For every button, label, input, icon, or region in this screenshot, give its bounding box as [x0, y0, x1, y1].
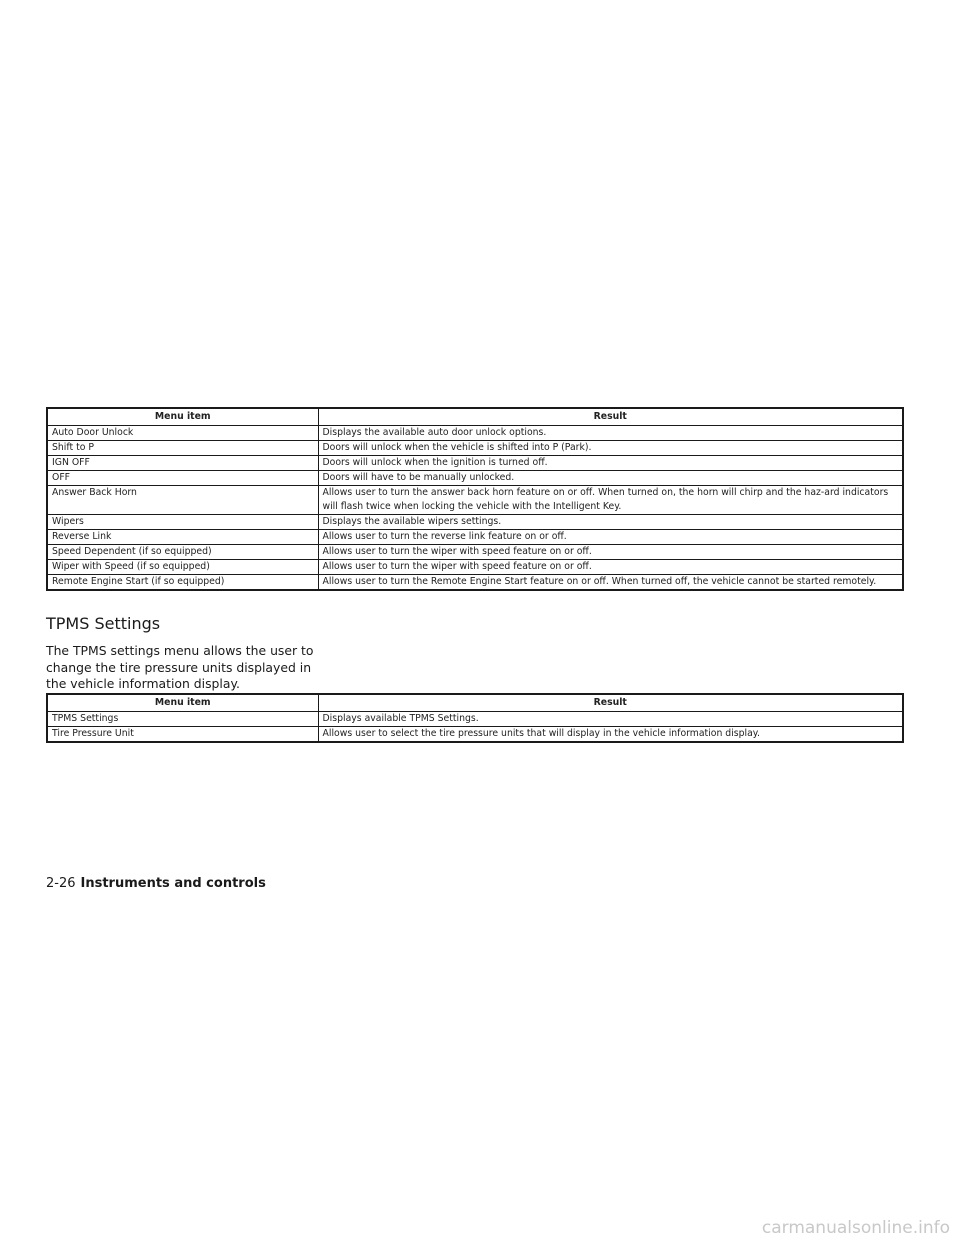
table-header-row	[47, 408, 903, 426]
result-cell: Allows user to turn the wiper with speed feature on or off.	[318, 545, 903, 560]
header-result: Result	[318, 694, 903, 712]
table-header-row	[47, 694, 903, 712]
result-cell: Doors will have to be manually unlocked.	[318, 471, 903, 486]
settings-table	[46, 407, 904, 591]
page-number: 2-26	[46, 876, 76, 891]
page-footer	[46, 876, 266, 891]
table-row	[47, 441, 903, 456]
chapter-title: Instruments and controls	[80, 876, 266, 891]
section-intro: The TPMS settings menu allows the user to change the tire pressure units displayed in the vehicle information display.	[46, 643, 314, 691]
table-row	[47, 530, 903, 545]
tpms-table	[46, 693, 904, 743]
menu-item-cell: Speed Dependent (if so equipped)	[47, 545, 318, 560]
result-cell: Doors will unlock when the ignition is turned off.	[318, 456, 903, 471]
table-row	[47, 471, 903, 486]
header-menu-item: Menu item	[47, 694, 318, 712]
table-row	[47, 712, 903, 727]
result-cell: Displays available TPMS Settings.	[318, 712, 903, 727]
result-cell: Doors will unlock when the vehicle is shifted into P (Park).	[318, 441, 903, 456]
header-menu-item: Menu item	[47, 408, 318, 426]
header-result: Result	[318, 408, 903, 426]
result-cell: Allows user to turn the reverse link feature on or off.	[318, 530, 903, 545]
menu-item-cell: Tire Pressure Unit	[47, 727, 318, 743]
menu-item-cell: OFF	[47, 471, 318, 486]
menu-item-cell: Reverse Link	[47, 530, 318, 545]
table-row	[47, 545, 903, 560]
table-row	[47, 515, 903, 530]
result-cell: Allows user to turn the Remote Engine Start feature on or off. When turned off, the vehicle cannot be started remotely.	[318, 575, 903, 591]
menu-item-cell: Wiper with Speed (if so equipped)	[47, 560, 318, 575]
result-cell: Allows user to turn the wiper with speed feature on or off.	[318, 560, 903, 575]
menu-item-cell: Wipers	[47, 515, 318, 530]
table-row	[47, 727, 903, 743]
table-row	[47, 426, 903, 441]
menu-item-cell: Remote Engine Start (if so equipped)	[47, 575, 318, 591]
menu-item-cell: Shift to P	[47, 441, 318, 456]
table-row	[47, 560, 903, 575]
watermark: carmanualsonline.info	[761, 1218, 950, 1238]
table-row	[47, 575, 903, 591]
menu-item-cell: TPMS Settings	[47, 712, 318, 727]
table-body	[47, 426, 903, 591]
result-cell: Allows user to select the tire pressure units that will display in the vehicle information display.	[318, 727, 903, 743]
result-cell: Displays the available wipers settings.	[318, 515, 903, 530]
result-cell: Allows user to turn the answer back horn feature on or off. When turned on, the horn will chirp and the haz-ard indicators will flash twice when locking the vehicle with the Intelligent Key.	[318, 486, 903, 515]
table-row	[47, 456, 903, 471]
menu-item-cell: Auto Door Unlock	[47, 426, 318, 441]
menu-item-cell: IGN OFF	[47, 456, 318, 471]
table-body	[47, 712, 903, 743]
section-title: TPMS Settings	[46, 614, 161, 633]
result-cell: Displays the available auto door unlock options.	[318, 426, 903, 441]
table-row	[47, 486, 903, 515]
menu-item-cell: Answer Back Horn	[47, 486, 318, 515]
